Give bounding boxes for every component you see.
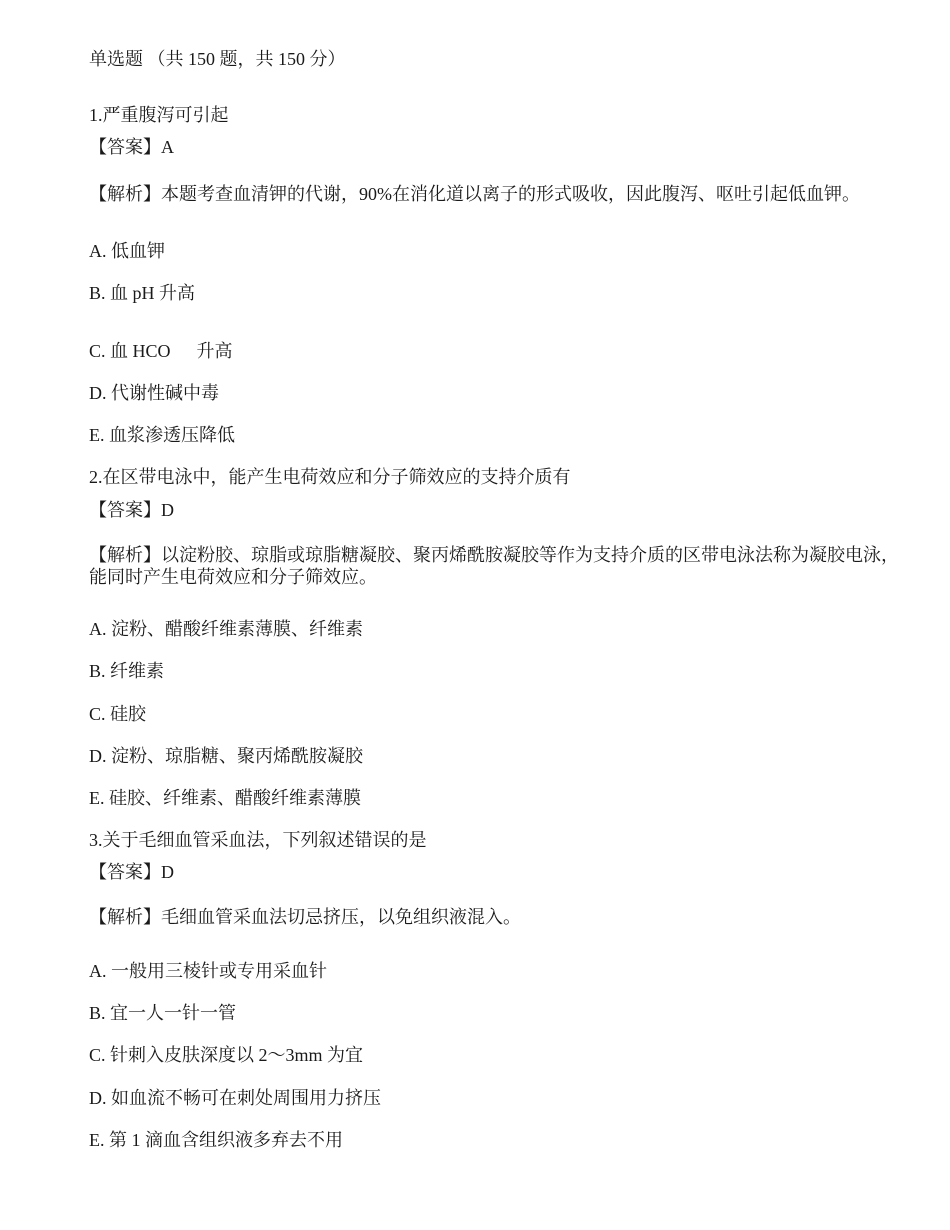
question-2-option-b: B. 纤维素 <box>89 661 165 681</box>
question-1-option-c-suffix: 升高 <box>196 341 233 361</box>
question-3-option-a: A. 一般用三棱针或专用采血针 <box>89 961 327 981</box>
question-2-option-d: D. 淀粉、琼脂糖、聚丙烯酰胺凝胶 <box>89 746 363 766</box>
question-1-option-c <box>89 340 233 362</box>
section-header: 单选题 （共 150 题，共 150 分） <box>89 49 346 69</box>
question-3-analysis: 【解析】毛细血管采血法切忌挤压，以免组织液混入。 <box>89 907 521 927</box>
question-3-option-d: D. 如血流不畅可在刺处周围用力挤压 <box>89 1088 381 1108</box>
question-3-option-b: B. 宜一人一针一管 <box>89 1003 237 1023</box>
question-3-option-c: C. 针刺入皮肤深度以 2～3mm 为宜 <box>89 1045 364 1065</box>
question-1-option-d: D. 代谢性碱中毒 <box>89 383 219 403</box>
question-1-option-c-text: C. 血 HCO <box>89 341 171 361</box>
question-3-stem: 3.关于毛细血管采血法，下列叙述错误的是 <box>89 830 427 850</box>
question-2-option-c: C. 硅胶 <box>89 704 147 724</box>
question-2-stem: 2.在区带电泳中，能产生电荷效应和分子筛效应的支持介质有 <box>89 467 571 487</box>
question-1-analysis: 【解析】本题考查血清钾的代谢，90%在消化道以离子的形式吸收，因此腹泻、呕吐引起低血钾。 <box>89 184 860 204</box>
question-1-answer: 【答案】A <box>89 137 174 157</box>
question-1-option-a: A. 低血钾 <box>89 241 165 261</box>
question-2-answer: 【答案】D <box>89 500 174 520</box>
question-1-option-b: B. 血 pH 升高 <box>89 283 196 303</box>
question-2-option-a: A. 淀粉、醋酸纤维素薄膜、纤维素 <box>89 619 363 639</box>
question-2-analysis: 【解析】以淀粉胶、琼脂或琼脂糖凝胶、聚丙烯酰胺凝胶等作为支持介质的区带电泳法称为凝胶电泳，能同时产生电荷效应和分子筛效应。 <box>89 545 899 587</box>
question-1-option-e: E. 血浆渗透压降低 <box>89 425 235 445</box>
question-3-option-e: E. 第 1 滴血含组织液多弃去不用 <box>89 1130 343 1150</box>
question-1-stem: 1.严重腹泻可引起 <box>89 105 229 125</box>
question-3-answer: 【答案】D <box>89 862 174 882</box>
question-2-option-e: E. 硅胶、纤维素、醋酸纤维素薄膜 <box>89 788 361 808</box>
